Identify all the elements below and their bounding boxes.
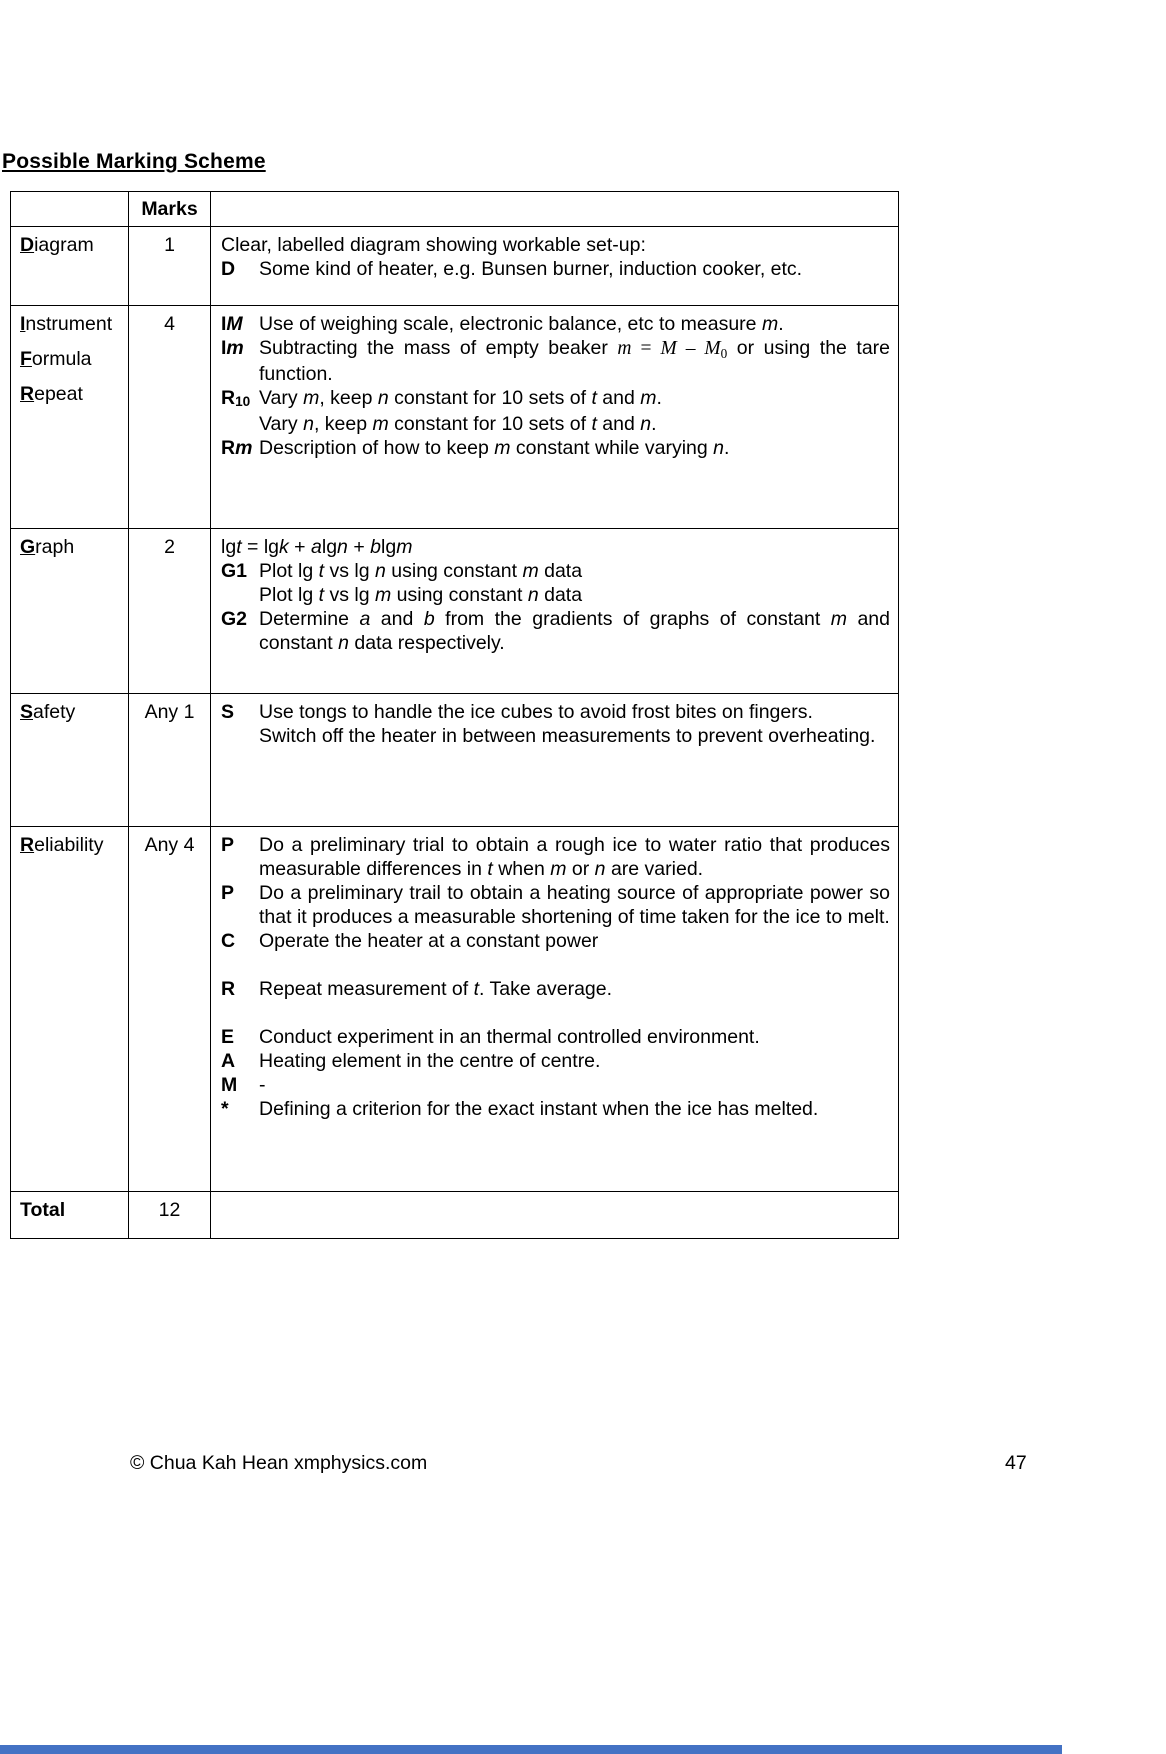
mark-point [221, 929, 890, 953]
mark-point [221, 881, 890, 929]
marks-cell: 2 [129, 529, 211, 694]
mark-text: Repeat measurement of t. Take average. [259, 978, 613, 1000]
marking-scheme-table [10, 191, 899, 1239]
marks-cell: 4 [129, 306, 211, 529]
criteria-label: Formula [20, 348, 92, 370]
mark-text: Vary m, keep n constant for 10 sets of t and m. [259, 387, 662, 409]
mark-text: Determine a and b from the gradients of graphs of constant m and constant n data respectively. [259, 608, 891, 654]
mark-code: S [221, 701, 235, 723]
mark-point [221, 312, 890, 336]
mark-code: C [221, 930, 236, 952]
criteria-label: Total [20, 1199, 66, 1221]
mark-point [221, 607, 890, 655]
mark-text: Operate the heater at a constant power [259, 930, 599, 952]
mark-code: G1 [221, 560, 248, 582]
mark-code [221, 724, 259, 748]
mark-point: Clear, labelled diagram showing workable set-up: [221, 234, 646, 256]
mark-point [221, 559, 890, 583]
mark-code: Im [221, 337, 244, 359]
mark-text: Heating element in the centre of centre. [259, 1050, 601, 1072]
criteria-label: Instrument [20, 313, 113, 335]
mark-text: Do a preliminary trail to obtain a heating source of appropriate power so that it produces a measurable shortening of time taken for the ice to melt. [259, 882, 890, 928]
mark-point [221, 1097, 890, 1121]
criteria-cell [11, 694, 129, 827]
mark-text: Defining a criterion for the exact instant when the ice has melted. [259, 1098, 819, 1120]
mark-code: R [221, 978, 236, 1000]
description-cell [211, 1192, 899, 1239]
criteria-label: Graph [20, 536, 75, 558]
table-row-graph [11, 529, 899, 694]
footer-page-number: 47 [1005, 1452, 1027, 1474]
criteria-cell [11, 227, 129, 306]
mark-code: E [221, 1026, 235, 1048]
description-cell [211, 529, 899, 694]
table-header-row [11, 192, 899, 227]
mark-code [221, 583, 259, 607]
criteria-label: Reliability [20, 834, 104, 856]
mark-code: * [221, 1098, 229, 1120]
table-row-diagram [11, 227, 899, 306]
mark-point [221, 257, 890, 281]
marks-cell: 1 [129, 227, 211, 306]
criteria-cell [11, 1192, 129, 1239]
mark-text: Subtracting the mass of empty beaker $m = M - M_0$ or using the tare function. [259, 337, 891, 385]
criteria-header-cell [11, 192, 129, 227]
mark-point [221, 386, 890, 412]
mark-point [221, 1049, 890, 1073]
mark-code: IM [221, 313, 243, 335]
mark-point [221, 700, 890, 724]
mark-point [221, 1025, 890, 1049]
mark-text: Description of how to keep m constant while varying n. [259, 437, 730, 459]
mark-code: A [221, 1050, 236, 1072]
mark-code: Rm [221, 437, 253, 459]
mark-code: P [221, 882, 235, 904]
mark-code [221, 412, 259, 436]
description-cell [211, 827, 899, 1192]
mark-point [221, 833, 890, 881]
mark-code: D [221, 258, 236, 280]
criteria-cell [11, 529, 129, 694]
mark-code: G2 [221, 608, 248, 630]
mark-point [221, 336, 890, 386]
marks-cell: 12 [129, 1192, 211, 1239]
description-cell [211, 694, 899, 827]
mark-text: Do a preliminary trial to obtain a rough ice to water ratio that produces measurable differences in t when m or n are varied. [259, 834, 890, 880]
mark-text: Use of weighing scale, electronic balance, etc to measure m. [259, 313, 784, 335]
marks-cell: Any 1 [129, 694, 211, 827]
bottom-accent-bar [0, 1745, 1062, 1754]
mark-text: Use tongs to handle the ice cubes to avoid frost bites on fingers. [259, 701, 813, 723]
mark-code: P [221, 834, 235, 856]
mark-code: R10 [221, 387, 251, 409]
mark-point: lgt = lgk + algn + blgm [221, 536, 413, 558]
marks-header-cell: Marks [129, 192, 211, 227]
mark-text: Switch off the heater in between measurements to prevent overheating. [259, 725, 876, 747]
table-row-instrument [11, 306, 899, 529]
description-cell [211, 227, 899, 306]
criteria-label: Safety [20, 701, 76, 723]
mark-text: Plot lg t vs lg n using constant m data [259, 560, 583, 582]
mark-code: M [221, 1074, 238, 1096]
mark-point [221, 583, 890, 607]
mark-point [221, 1073, 890, 1097]
mark-text: Plot lg t vs lg m using constant n data [259, 584, 583, 606]
criteria-label: Diagram [20, 234, 94, 256]
page-title: Possible Marking Scheme [2, 150, 266, 173]
mark-text: - [259, 1074, 266, 1096]
mark-text: Some kind of heater, e.g. Bunsen burner, induction cooker, etc. [259, 258, 803, 280]
criteria-label: Repeat [20, 383, 83, 405]
mark-text: Vary n, keep m constant for 10 sets of t and n. [259, 413, 657, 435]
table-row-safety [11, 694, 899, 827]
footer-copyright: © Chua Kah Hean xmphysics.com [130, 1452, 428, 1474]
description-cell [211, 306, 899, 529]
mark-text: Conduct experiment in an thermal controlled environment. [259, 1026, 760, 1048]
mark-point [221, 436, 890, 460]
table-row-reliability [11, 827, 899, 1192]
mark-point [221, 724, 890, 748]
mark-point [221, 412, 890, 436]
criteria-cell [11, 306, 129, 529]
description-header-cell [211, 192, 899, 227]
marks-cell: Any 4 [129, 827, 211, 1192]
table-row-total [11, 1192, 899, 1239]
mark-point [221, 977, 890, 1001]
criteria-cell [11, 827, 129, 1192]
